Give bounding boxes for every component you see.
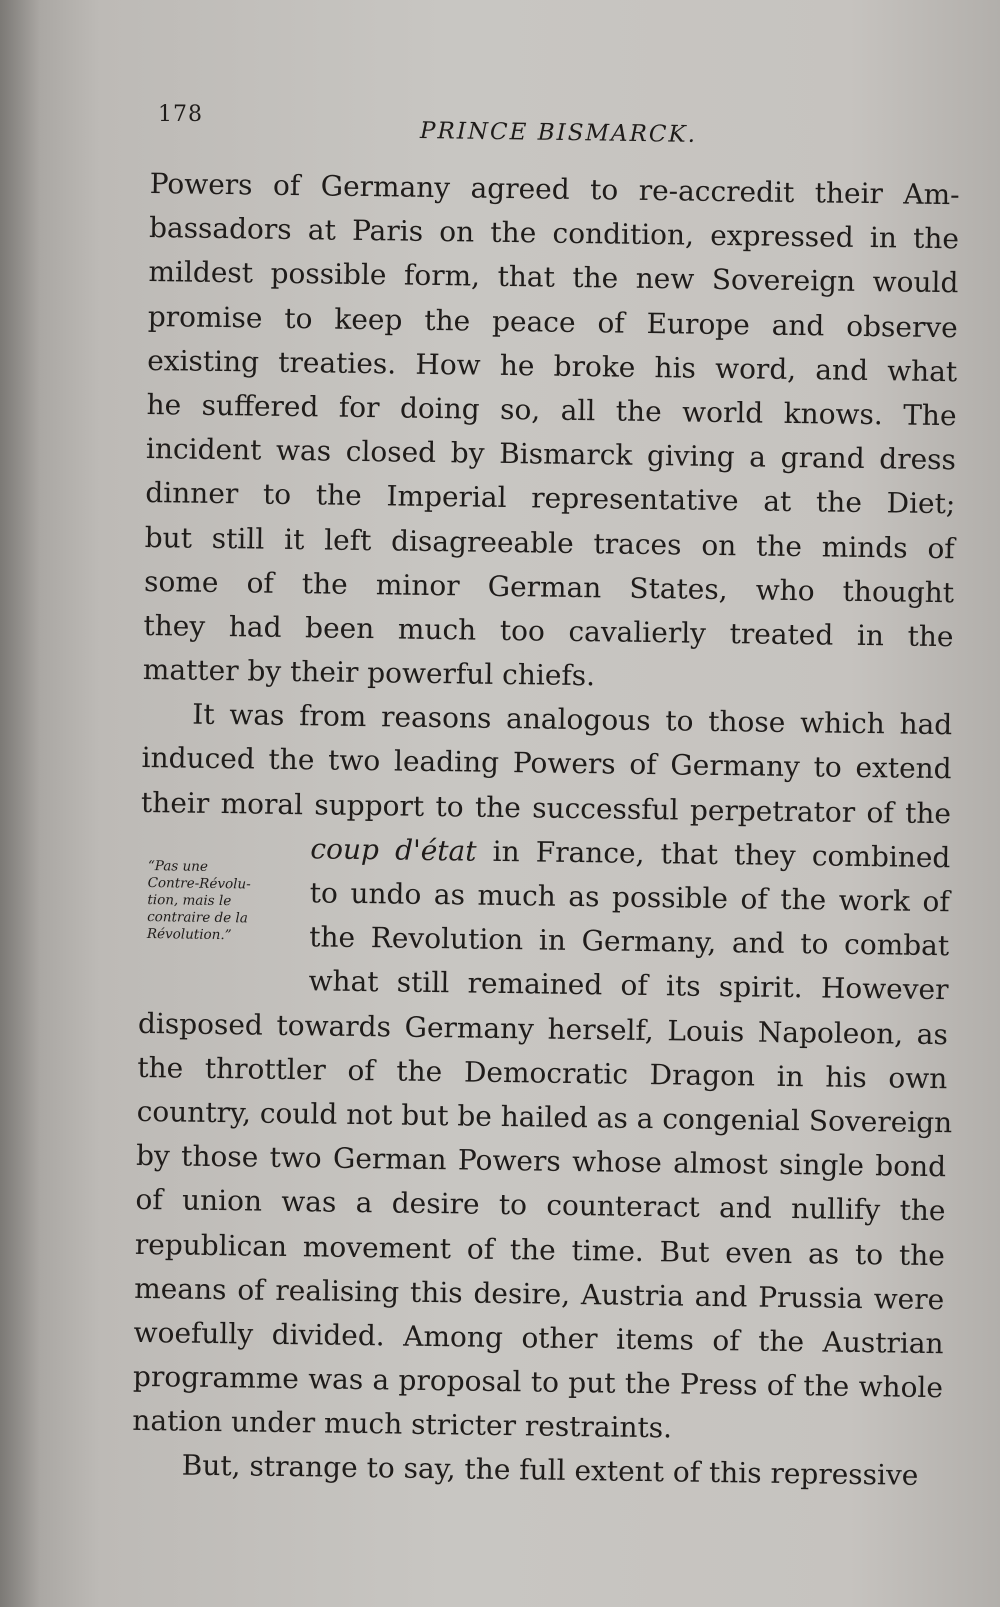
text-line: nation under much stricter restraints.: [132, 1404, 673, 1445]
text-line: disposed towards Germany herself, Louis Napoleon, as: [137, 1006, 949, 1051]
text-line: republican movement of the time. But even as to the: [134, 1227, 946, 1272]
coup-phrase: coup d'état: [310, 832, 477, 868]
margin-note: [147, 858, 296, 945]
margin-note-line: Contre-Révolu-: [147, 874, 251, 893]
text-line: matter by their powerful chiefs.: [142, 653, 596, 693]
text-line: they had been much too cavalierly treated in the: [143, 608, 954, 654]
margin-note-line: “Pas une: [147, 858, 209, 875]
gutter-shadow: [0, 0, 40, 1607]
text-line: dinner to the Imperial representative at the Diet;: [145, 476, 956, 521]
text-line: but still it left disagreeable traces on the minds of: [144, 520, 955, 565]
text-line: of union was a desire to counteract and nullify the: [135, 1183, 946, 1228]
text-line: means of realising this desire, Austria and Prussia were: [134, 1271, 945, 1316]
text-line: mildest possible form, that the new Sovereign would: [148, 255, 959, 300]
text-line: what still remained of its spirit. However: [308, 964, 949, 1007]
text-line: promise to keep the peace of Europe and observe: [147, 299, 959, 344]
text-line: he suffered for doing so, all the world knows. The: [146, 387, 957, 433]
margin-note-line: contraire de la: [147, 908, 248, 927]
text-line: induced the two leading Powers of Germany to extend: [141, 741, 952, 786]
text-line: some of the minor German States, who thought: [143, 564, 955, 609]
text-line: existing treaties. How he broke his word, and what: [147, 343, 958, 389]
page-number: 178: [158, 102, 203, 127]
text-line: their moral support to the successful perpetrator of the: [140, 785, 952, 830]
running-title: PRINCE BISMARCK.: [419, 118, 698, 148]
text-line: by those two German Powers whose almost single bond: [135, 1139, 947, 1184]
body-text: [131, 162, 959, 1499]
text-line: the throttler of the Democratic Dragon in his own: [137, 1050, 948, 1095]
coup-rest: in France, that they combined: [476, 834, 951, 875]
text-line: Powers of Germany agreed to re-accredit their Am-: [149, 166, 960, 212]
text-line: It was from reasons analogous to those which had: [192, 697, 953, 742]
text-line: But, strange to say, the full extent of this repressive: [181, 1449, 919, 1493]
text-line: woefully divided. Among other items of the Austrian: [133, 1315, 944, 1361]
margin-note-line: Révolution.”: [146, 925, 232, 944]
margin-note-line: tion, mais le: [147, 891, 232, 910]
text-line: bassadors at Paris on the condition, expressed in the: [148, 211, 960, 256]
text-line: country, could not but be hailed as a congenial Sovereign: [136, 1094, 953, 1140]
text-line: programme was a proposal to put the Press of the whole: [132, 1359, 944, 1405]
text-line: to undo as much as possible of the work of: [309, 876, 950, 919]
text-line: incident was closed by Bismarck giving a grand dress: [145, 432, 957, 477]
text-line: the Revolution in Germany, and to combat: [308, 920, 950, 963]
